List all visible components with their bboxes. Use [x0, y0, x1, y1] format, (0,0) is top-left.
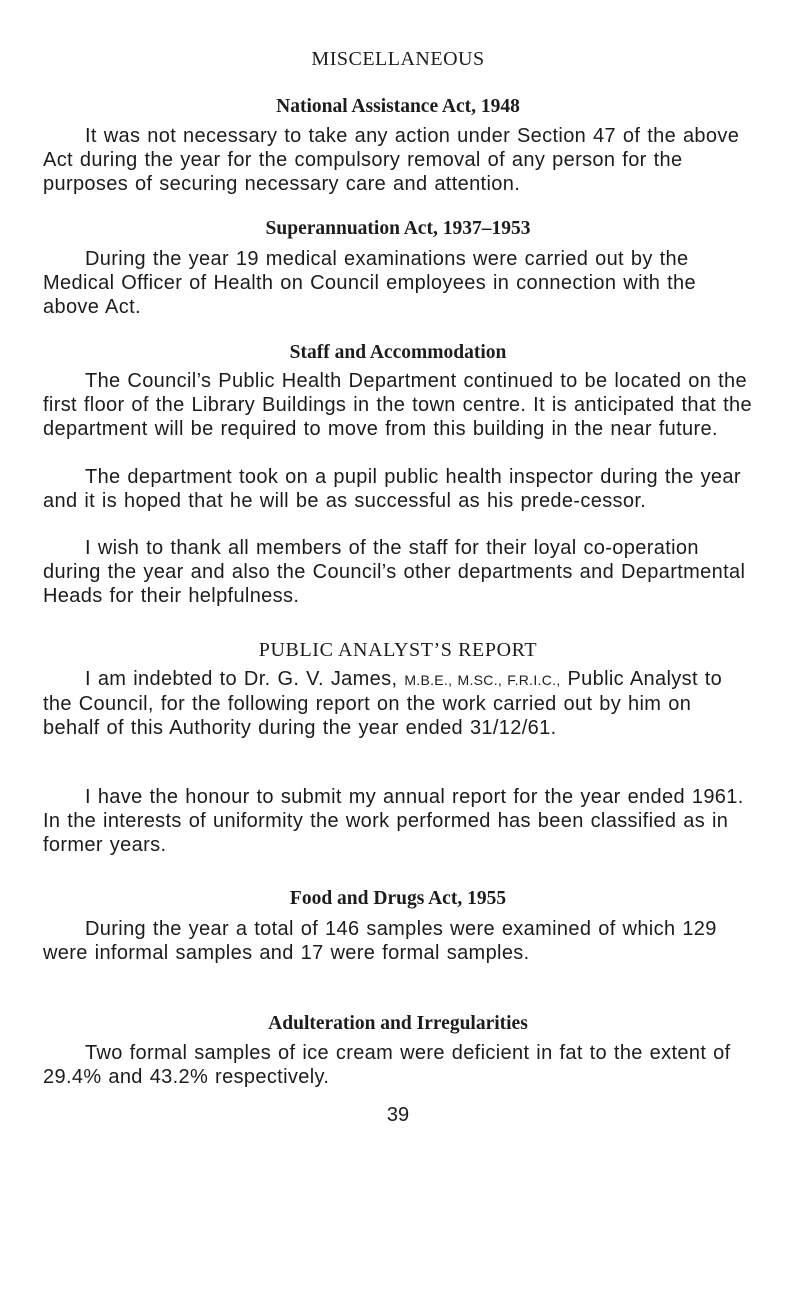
analyst-intro-start: I am indebted to Dr. G. V. James, — [85, 668, 405, 690]
analyst-degrees: M.B.E., M.SC., F.R.I.C., — [404, 672, 561, 688]
heading-food-drugs: Food and Drugs Act, 1955 — [289, 888, 507, 909]
heading-adulteration: Adulteration and Irregularities — [268, 1013, 528, 1034]
paragraph-staff-thanks: I wish to thank all members of the staff for their loyal co-operation during the year and also the Council’s other departments and Departmental Heads for their helpfulness. — [43, 537, 746, 607]
paragraph-adulteration: Two formal samples of ice cream were deficient in fat to the extent of 29.4% and 43.2% respectively. — [43, 1042, 731, 1088]
heading-national-assistance: National Assistance Act, 1948 — [276, 96, 520, 117]
page-number: 39 — [386, 1104, 410, 1126]
paragraph-public-analyst-intro — [43, 667, 753, 740]
heading-staff-accommodation: Staff and Accommodation — [289, 342, 507, 363]
paragraph-staff-pupil: The department took on a pupil public health inspector during the year and it is hoped that he will be as successful as his prede-cessor. — [43, 466, 741, 512]
paragraph-national-assistance: It was not necessary to take any action under Section 47 of the above Act during the year for the compulsory removal of any person for the purposes of securing necessary care and attention. — [43, 125, 740, 195]
analyst-intro-end: Public Analyst to the Council, for the following report on the work carried out by him on behalf of this Authority during the year ended 31/12/61. — [43, 668, 723, 739]
heading-public-analyst-report: PUBLIC ANALYST’S REPORT — [258, 639, 538, 661]
paragraph-public-analyst-honour: I have the honour to submit my annual report for the year ended 1961. In the interests of uniformity the work performed has been classified as in former years. — [43, 786, 744, 856]
paragraph-staff-location: The Council’s Public Health Department continued to be located on the first floor of the Library Buildings in the town centre. It is anticipated that the department will be required to move from this building in the near future. — [43, 370, 752, 440]
heading-superannuation: Superannuation Act, 1937–1953 — [265, 218, 531, 239]
paragraph-food-drugs: During the year a total of 146 samples were examined of which 129 were informal samples and 17 were formal samples. — [43, 918, 717, 964]
page-title: MISCELLANEOUS — [311, 48, 485, 70]
paragraph-superannuation: During the year 19 medical examinations were carried out by the Medical Officer of Health on Council employees in connection with the above Act. — [43, 248, 696, 318]
